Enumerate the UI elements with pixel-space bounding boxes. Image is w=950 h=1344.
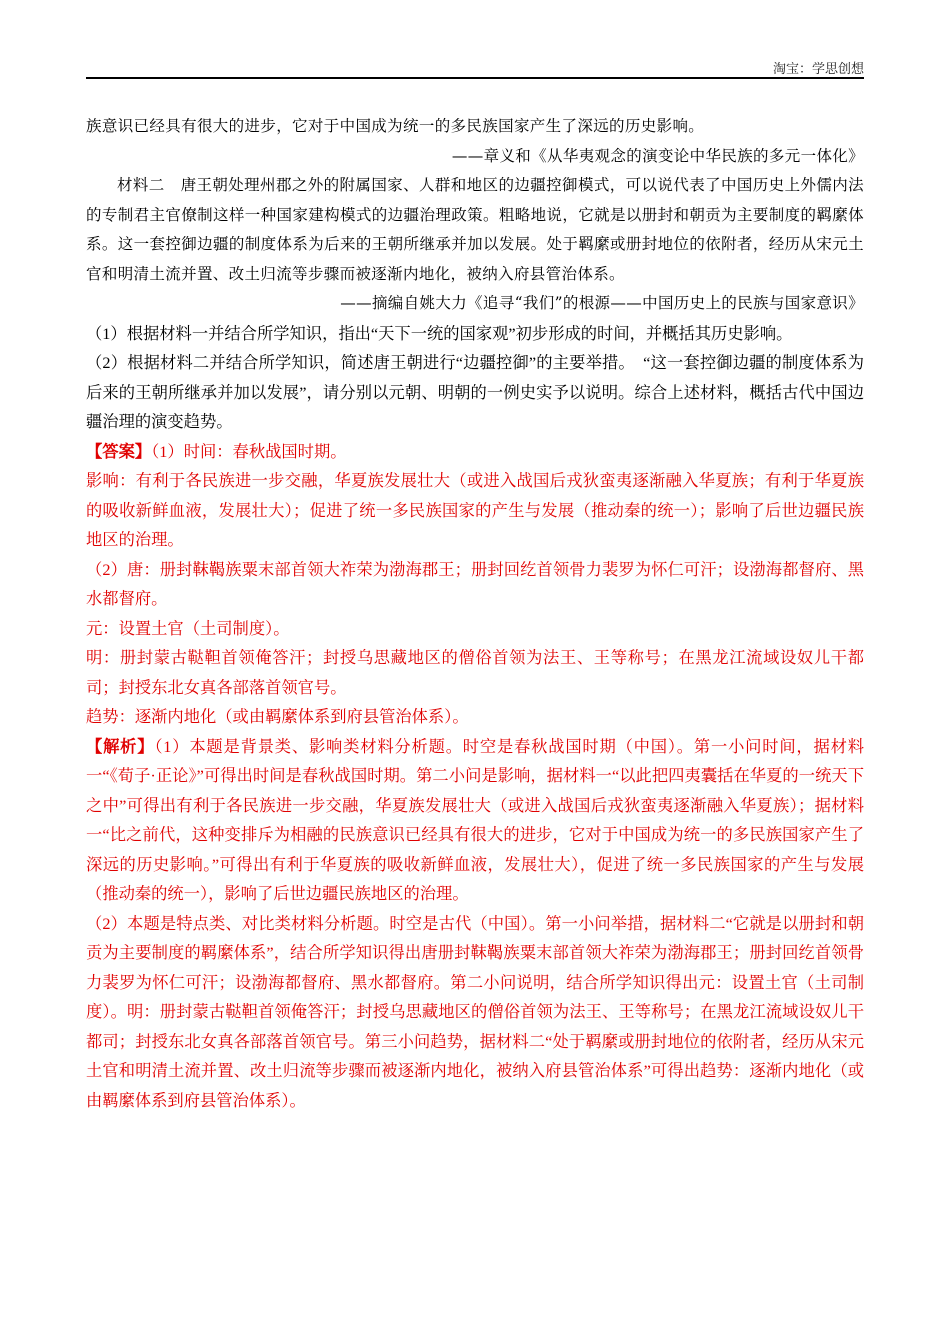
question-2: （2）根据材料二并结合所学知识，简述唐王朝进行“边疆控御”的主要举措。 “这一套控御边疆的制度体系为后来的王朝所继承并加以发展”，请分别以元朝、明朝的一例史实予以说明。综合上述材料，概括古代中国边疆治理的演变趋势。 (86, 353, 864, 431)
document-body (86, 112, 864, 1115)
header-divider (86, 77, 864, 79)
answer-tang: （2）唐：册封靺鞨族粟末部首领大祚荣为渤海郡王；册封回纥首领骨力裴罗为怀仁可汗；设渤海都督府、黑水都督府。 (86, 559, 864, 608)
answer-line-1 (86, 437, 864, 467)
analysis-part-1 (86, 732, 864, 909)
answer-impact: 影响：有利于各民族进一步交融，华夏族发展壮大（或进入战国后戎狄蛮夷逐渐融入华夏族；有利于华夏族的吸收新鲜血液，发展壮大）；促进了统一多民族国家的产生与发展（推动秦的统一）；影响了后世边疆民族地区的治理。 (86, 471, 864, 549)
answer-trend: 趋势：逐渐内地化（或由羁縻体系到府县管治体系）。 (86, 707, 469, 726)
answer-tag: 【答案】 (86, 441, 152, 461)
header-brand: 淘宝：学思创想 (772, 62, 864, 77)
material-two-citation: ——摘编自姚大力《追寻“我们”的根源——中国历史上的民族与国家意识》 (340, 294, 864, 312)
answer-yuan: 元：设置土官（土司制度）。 (86, 618, 290, 638)
analysis-tag: 【解析】 (86, 736, 155, 756)
analysis-part-2: （2）本题是特点类、对比类材料分析题。时空是古代（中国）。第一小问举措，据材料二“它就是以册封和朝贡为主要制度的羁縻体系”，结合所学知识得出唐册封靺鞨族粟末部首领大祚荣为渤海郡王；册封回纥首领骨力裴罗为怀仁可汗；设渤海都督府、黑水都督府。第二小问说明，结合所学知识得出元：设置土官（土司制度）。明：册封蒙古鞑靼首领俺答汗；封授乌思藏地区的僧俗首领为法王、王等称号；在黑龙江流域设奴儿干都司；封授东北女真各部落首领官号。第三小问趋势，据材料二“处于羁縻或册封地位的依附者，经历从宋元土官和明清土流并置、改土归流等步骤而被逐渐内地化，被纳入府县管治体系”可得出趋势：逐渐内地化（或由羁縻体系到府县管治体系）。 (86, 913, 864, 1110)
material-one-citation: ——章义和《从华夷观念的演变论中华民族的多元一体化》 (451, 146, 864, 165)
answer-time: （1）时间：春秋战国时期。 (151, 441, 347, 461)
answer-ming: 明：册封蒙古鞑靼首领俺答汗；封授乌思藏地区的僧俗首领为法王、王等称号；在黑龙江流域设奴儿干都司；封授东北女真各部落首领官号。 (86, 648, 864, 697)
question-1: （1）根据材料一并结合所学知识，指出“天下一统的国家观”初步形成的时间，并概括其历史影响。 (86, 323, 793, 343)
material-one-tail: 族意识已经具有很大的进步，它对于中国成为统一的多民族国家产生了深远的历史影响。 (86, 117, 705, 135)
material-two: 材料二 唐王朝处理州郡之外的附属国家、人群和地区的边疆控御模式，可以说代表了中国历史上外儒内法的专制君主官僚制这样一种国家建构模式的边疆治理政策。粗略地说，它就是以册封和朝贡为主要制度的羁縻体系。这一套控御边疆的制度体系为后来的王朝所继承并加以发展。处于羁縻或册封地位的依附者，经历从宋元土官和明清土流并置、改土归流等步骤而被逐渐内地化，被纳入府县管治体系。 (86, 176, 864, 283)
analysis-text-1: （1）本题是背景类、影响类材料分析题。时空是春秋战国时期（中国）。第一小问时间，据材料一“《荀子·正论》”可得出时间是春秋战国时期。第二小问是影响，据材料一“以此把四夷囊括在华夏的一统天下之中”可得出有利于各民族进一步交融，华夏族发展壮大（或进入战国后戎狄蛮夷逐渐融入华夏族）；据材料一“比之前代，这种变排斥为相融的民族意识已经具有很大的进步，它对于中国成为统一的多民族国家产生了深远的历史影响。”可得出有利于华夏族的吸收新鲜血液，发展壮大），促进了统一多民族国家的产生与发展（推动秦的统一），影响了后世边疆民族地区的治理。 (86, 736, 864, 903)
